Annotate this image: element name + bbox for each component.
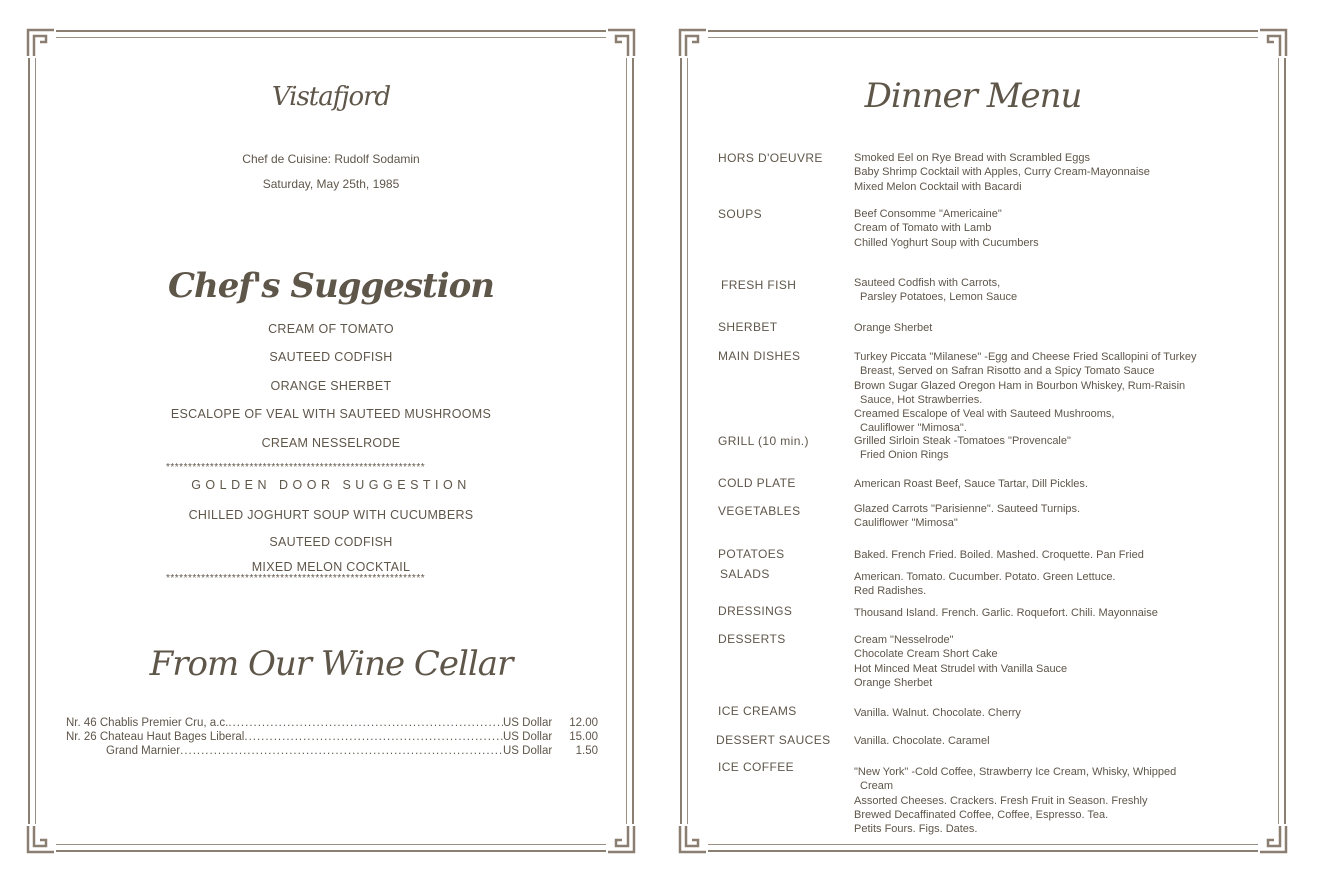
dish-line: Mixed Melon Cocktail with Bacardi — [854, 180, 1022, 193]
dish-line: Petits Fours. Figs. Dates. — [854, 823, 978, 836]
corner-ornament-icon — [606, 28, 636, 58]
wine-cellar-heading: From Our Wine Cellar — [149, 644, 513, 684]
dish-line: Orange Sherbet — [854, 322, 933, 334]
wine-currency: US Dollar — [503, 717, 553, 729]
wine-name: Nr. 46 Chablis Premier Cru, a.c. — [66, 717, 229, 729]
dish-line: Turkey Piccata "Milanese" -Egg and Cheese Fried Scallopini of Turkey — [854, 351, 1197, 363]
dish-line: American. Tomato. Cucumber. Potato. Green Lettuce. — [854, 571, 1116, 583]
section-label: COLD PLATE — [718, 476, 796, 490]
golden-door-heading: GOLDEN DOOR SUGGESTION — [191, 478, 471, 492]
section-label: POTATOES — [718, 547, 785, 561]
wine-currency: US Dollar — [503, 731, 553, 743]
corner-ornament-icon — [678, 28, 708, 58]
dish-line: Vanilla. Chocolate. Caramel — [854, 735, 990, 747]
dish-line: Glazed Carrots "Parisienne". Sauteed Turnips. — [854, 503, 1081, 515]
dish-line: Cauliflower "Mimosa" — [854, 517, 958, 530]
dish-line: Beef Consomme "Americaine" — [854, 208, 1002, 220]
dish-line: American Roast Beef, Sauce Tartar, Dill Pickles. — [854, 478, 1088, 490]
corner-ornament-icon — [1258, 28, 1288, 58]
dish-line: Fried Onion Rings — [860, 449, 949, 462]
chef-line: Chef de Cuisine: Rudolf Sodamin — [242, 152, 420, 166]
leader-dots — [244, 730, 503, 744]
section-label: MAIN DISHES — [718, 349, 801, 363]
menu-date: Saturday, May 25th, 1985 — [262, 177, 400, 191]
dish-line: Breast, Served on Safran Risotto and a Spicy Tomato Sauce — [860, 365, 1155, 378]
leader-dots — [228, 716, 503, 730]
wine-price: 15.00 — [569, 731, 598, 743]
dish-line: "New York" -Cold Coffee, Strawberry Ice Cream, Whisky, Whipped — [854, 766, 1177, 778]
dinner-menu-title: Dinner Menu — [864, 76, 1082, 116]
corner-ornament-icon — [678, 824, 708, 854]
dish-line: Red Radishes. — [854, 585, 927, 598]
section-label: SALADS — [720, 567, 770, 581]
corner-ornament-icon — [26, 824, 56, 854]
wine-row — [66, 716, 598, 730]
star-divider: *********************************************************** — [166, 573, 426, 584]
section-label: ICE CREAMS — [718, 704, 797, 718]
section-label: DESSERTS — [718, 632, 786, 646]
chefs-item: SAUTEED CODFISH — [269, 350, 393, 364]
dish-line: Smoked Eel on Rye Bread with Scrambled Eggs — [854, 152, 1091, 164]
leader-dots — [180, 744, 503, 758]
right-menu-page — [680, 30, 1286, 852]
section-label: GRILL (10 min.) — [718, 434, 809, 448]
dish-line: Chilled Yoghurt Soup with Cucumbers — [854, 236, 1039, 249]
dish-line: Assorted Cheeses. Crackers. Fresh Fruit in Season. Freshly — [854, 794, 1148, 807]
corner-ornament-icon — [1258, 824, 1288, 854]
section-label: FRESH FISH — [721, 278, 797, 292]
dish-line: Baby Shrimp Cocktail with Apples, Curry Cream-Mayonnaise — [854, 166, 1150, 179]
wine-price: 1.50 — [575, 745, 598, 757]
section-label: SHERBET — [718, 320, 778, 334]
chefs-item: CREAM NESSELRODE — [261, 436, 401, 450]
dish-line: Cream — [860, 780, 894, 793]
dish-line: Thousand Island. French. Garlic. Roquefort. Chili. Mayonnaise — [854, 607, 1158, 619]
ship-name: Vistafjord — [271, 82, 391, 112]
wine-name: Grand Marnier — [106, 745, 181, 757]
section-label: VEGETABLES — [718, 504, 801, 518]
chefs-item: ORANGE SHERBET — [270, 379, 392, 393]
dish-line: Vanilla. Walnut. Chocolate. Cherry — [854, 707, 1021, 719]
wine-name: Nr. 26 Chateau Haut Bages Liberal — [66, 731, 245, 743]
dish-line: Sauce, Hot Strawberries. — [860, 393, 983, 406]
dish-line: Brown Sugar Glazed Oregon Ham in Bourbon Whiskey, Rum-Raisin — [854, 379, 1186, 392]
corner-ornament-icon — [26, 28, 56, 58]
corner-ornament-icon — [606, 824, 636, 854]
wine-price: 12.00 — [569, 717, 598, 729]
section-label: SOUPS — [718, 207, 763, 221]
dish-line: Cauliflower "Mimosa". — [860, 422, 967, 435]
left-menu-page — [28, 30, 634, 852]
dish-line: Sauteed Codfish with Carrots, — [854, 277, 1001, 289]
chefs-item: CREAM OF TOMATO — [268, 322, 394, 336]
chefs-item: ESCALOPE OF VEAL WITH SAUTEED MUSHROOMS — [170, 407, 492, 421]
wine-row — [66, 730, 598, 744]
wine-currency: US Dollar — [503, 745, 553, 757]
dish-line: Cream "Nesselrode" — [854, 634, 954, 646]
section-label: DESSERT SAUCES — [716, 733, 831, 747]
dish-line: Parsley Potatoes, Lemon Sauce — [860, 291, 1018, 304]
dish-line: Brewed Decaffinated Coffee, Coffee, Espresso. Tea. — [854, 808, 1109, 821]
section-label: HORS D'OEUVRE — [718, 151, 823, 165]
dish-line: Creamed Escalope of Veal with Sauteed Mushrooms, — [854, 408, 1115, 421]
golden-item: SAUTEED CODFISH — [269, 535, 393, 549]
wine-row — [66, 744, 598, 758]
dish-line: Chocolate Cream Short Cake — [854, 648, 998, 661]
dish-line: Grilled Sirloin Steak -Tomatoes "Provencale" — [854, 435, 1071, 447]
section-label: DRESSINGS — [718, 604, 793, 618]
golden-item: CHILLED JOGHURT SOUP WITH CUCUMBERS — [188, 508, 474, 522]
section-label: ICE COFFEE — [718, 760, 795, 774]
dish-line: Cream of Tomato with Lamb — [854, 222, 992, 235]
dish-line: Orange Sherbet — [854, 676, 933, 689]
chefs-suggestion-heading: Chef's Suggestion — [167, 266, 495, 306]
dish-line: Hot Minced Meat Strudel with Vanilla Sauce — [854, 662, 1068, 675]
dish-line: Baked. French Fried. Boiled. Mashed. Croquette. Pan Fried — [854, 549, 1144, 561]
star-divider: *********************************************************** — [166, 462, 426, 473]
golden-item: MIXED MELON COCKTAIL — [251, 560, 411, 574]
